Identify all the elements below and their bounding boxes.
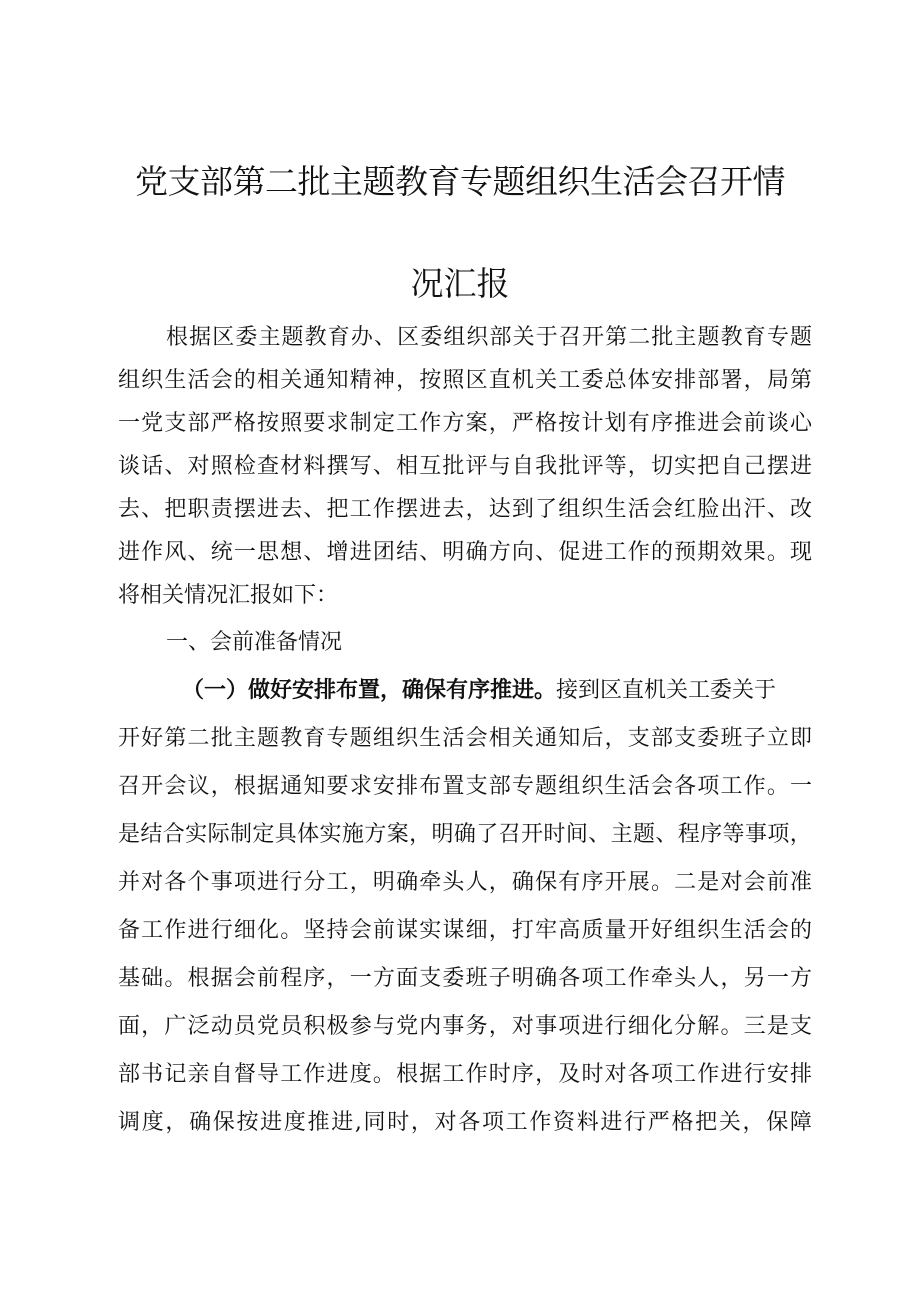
intro-line: 根 据 区 委 主 题 教 育 办 、 区 委 组 织 部 关 于 召 开 第 二 批 主 题 教 育 专 题 bbox=[166, 325, 812, 350]
intro-line: 进 作 风 、 统 一 思 想 、 增 进 团 结 、 明 确 方 向 、 促 进 工 作 的 预 期 效 果 。 现 bbox=[118, 540, 812, 565]
subsection-line: 基 础 。 根 据 会 前 程 序 ， 一 方 面 支 委 班 子 明 确 各 项 工 作 牵 头 人 ， 另 一 方 bbox=[118, 966, 812, 991]
intro-line: 组 织 生 活 会 的 相 关 通 知 精 神 ， 按 照 区 直 机 关 工 委 总 体 安 排 部 署 ， 局 第 bbox=[118, 368, 812, 393]
document-title-line-2: 况汇报 bbox=[410, 264, 510, 303]
subsection-heading: （一）做好安排布置，确保有序推进。 bbox=[182, 678, 557, 703]
document-title-line-1: 党支部第二批主题教育专题组织生活会召开情 bbox=[135, 162, 785, 201]
subsection-line: 召 开 会 议 ， 根 据 通 知 要 求 安 排 布 置 支 部 专 题 组 织 生 活 会 各 项 工 作 。 一 bbox=[118, 774, 812, 799]
subsection-line: 部 书 记 亲 自 督 导 工 作 进 度 。 根 据 工 作 时 序 ， 及 时 对 各 项 工 作 进 行 安 排 bbox=[118, 1062, 812, 1087]
subsection-line: 备 工 作 进 行 细 化 。 坚 持 会 前 谋 实 谋 细 ， 打 牢 高 质 量 开 好 组 织 生 活 会 的 bbox=[118, 918, 812, 943]
intro-line: 谈 话 、 对 照 检 查 材 料 撰 写 、 相 互 批 评 与 自 我 批 评 等 ， 切 实 把 自 己 摆 进 bbox=[118, 454, 812, 479]
section-heading: 一、会前准备情况 bbox=[166, 630, 343, 655]
subsection-first-line-text: 接到区直机关工委关于 bbox=[556, 678, 777, 703]
subsection-line: 是 结 合 实 际 制 定 具 体 实 施 方 案 ， 明 确 了 召 开 时 间 、 主 题 、 程 序 等 事 项 ， bbox=[118, 822, 812, 847]
intro-line: 去 、 把 职 责 摆 进 去 、 把 工 作 摆 进 去 ， 达 到 了 组 织 生 活 会 红 脸 出 汗 、 改 bbox=[118, 497, 812, 522]
subsection-line: 面 ， 广 泛 动 员 党 员 积 极 参 与 党 内 事 务 ， 对 事 项 进 行 细 化 分 解 。 三 是 支 bbox=[118, 1014, 812, 1039]
subsection-first-line bbox=[118, 676, 812, 706]
subsection-line: 并 对 各 个 事 项 进 行 分 工 ， 明 确 牵 头 人 ， 确 保 有 序 开 展 。 二 是 对 会 前 准 bbox=[118, 870, 812, 895]
intro-line: 将相关情况汇报如下： bbox=[118, 583, 339, 608]
subsection-line: 调 度 ， 确 保 按 进 度 推 进 , 同 时 ， 对 各 项 工 作 资 料 进 行 严 格 把 关 ， 保 障 bbox=[118, 1110, 812, 1135]
intro-line: 一 党 支 部 严 格 按 照 要 求 制 定 工 作 方 案 ， 严 格 按 计 划 有 序 推 进 会 前 谈 心 bbox=[118, 411, 812, 436]
subsection-line: 开 好 第 二 批 主 题 教 育 专 题 组 织 生 活 会 相 关 通 知 后 ， 支 部 支 委 班 子 立 即 bbox=[118, 726, 812, 751]
